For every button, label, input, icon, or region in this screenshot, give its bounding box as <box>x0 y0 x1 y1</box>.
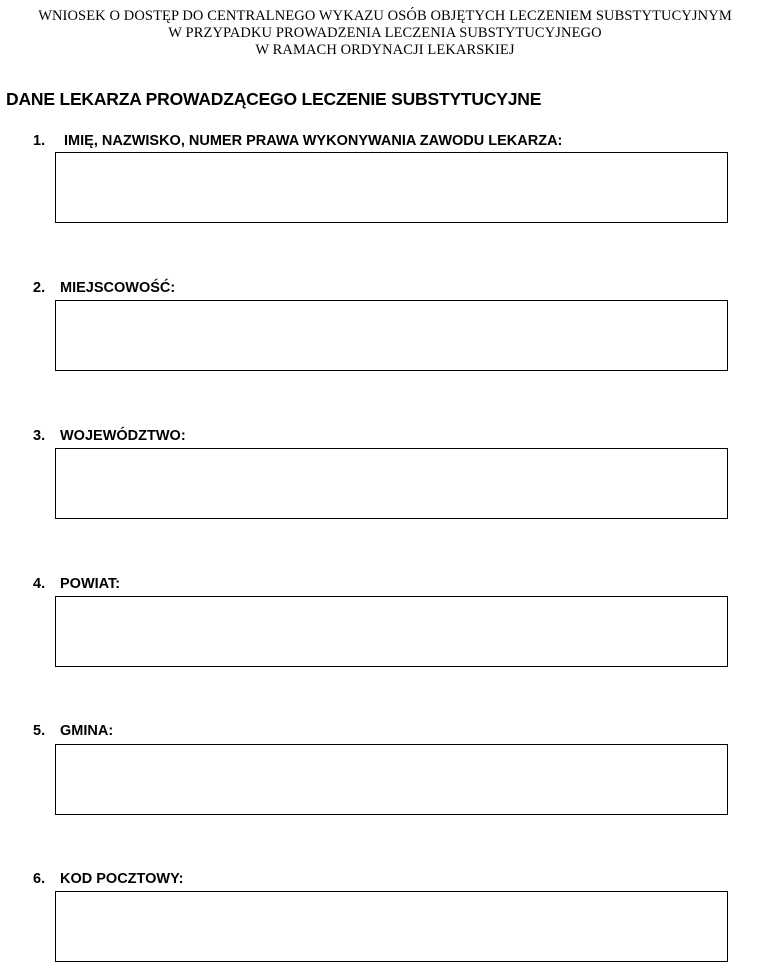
field-label-text: POWIAT: <box>60 576 121 592</box>
field-number: 1. <box>33 133 46 149</box>
county-input-box[interactable] <box>55 596 728 667</box>
field-label-text: IMIĘ, NAZWISKO, NUMER PRAWA WYKONYWANIA ZAWODU LEKARZA: <box>60 133 563 149</box>
field-label-text: MIEJSCOWOŚĆ: <box>60 280 176 296</box>
header-line-1: WNIOSEK O DOSTĘP DO CENTRALNEGO WYKAZU OSÓB OBJĘTYCH LECZENIEM SUBSTYTUCYJNYM <box>38 8 732 24</box>
field-label-municipality <box>33 723 113 740</box>
postal-code-input-box[interactable] <box>55 891 728 962</box>
section-title: DANE LEKARZA PROWADZĄCEGO LECZENIE SUBSTYTUCYJNE <box>6 89 542 109</box>
field-number: 5. <box>33 723 46 739</box>
city-input-box[interactable] <box>55 300 728 371</box>
municipality-input-box[interactable] <box>55 744 728 815</box>
field-number: 6. <box>33 871 46 887</box>
field-label-city <box>33 280 175 297</box>
name-license-input-box[interactable] <box>55 152 728 223</box>
field-number: 4. <box>33 576 46 592</box>
field-label-name-license <box>33 133 562 150</box>
header-line-3: W RAMACH ORDYNACJI LEKARSKIEJ <box>255 42 515 58</box>
field-label-voivodeship <box>33 428 186 445</box>
field-label-text: KOD POCZTOWY: <box>60 871 184 887</box>
field-number: 2. <box>33 280 46 296</box>
field-number: 3. <box>33 428 46 444</box>
voivodeship-input-box[interactable] <box>55 448 728 519</box>
field-label-postal-code <box>33 871 184 888</box>
field-label-county <box>33 576 120 593</box>
field-label-text: WOJEWÓDZTWO: <box>60 428 186 444</box>
document-header <box>0 8 770 59</box>
field-label-text: GMINA: <box>60 723 114 739</box>
header-line-2: W PRZYPADKU PROWADZENIA LECZENIA SUBSTYTUCYJNEGO <box>168 25 602 41</box>
